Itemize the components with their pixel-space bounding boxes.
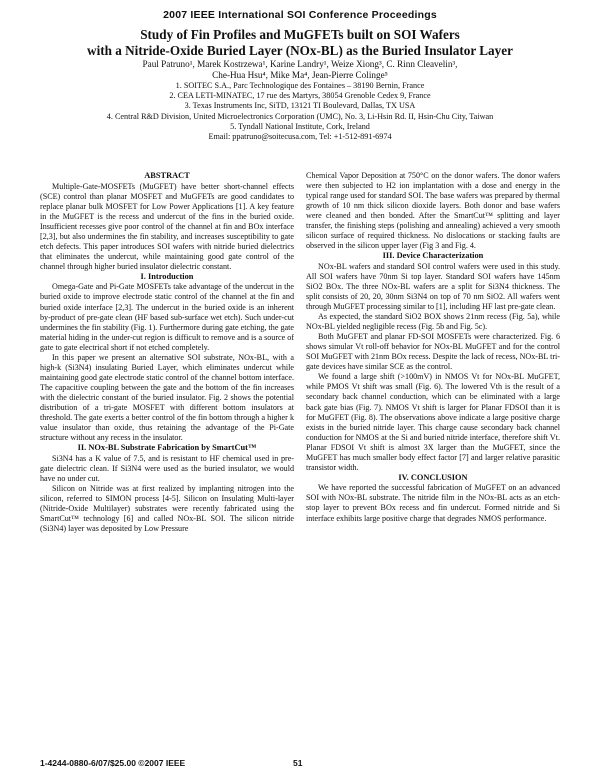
affiliation-1: 1. SOITEC S.A., Parc Technologique des Fontaines – 38190 Bernin, France [175,81,425,90]
affiliation-2: 2. CEA LETI-MINATEC, 17 rue des Martyrs, 38054 Grenoble Cedex 9, France [169,91,431,101]
section-2-heading: II. NOx-BL Substrate Fabrication by SmartCut™ [77,443,257,453]
conclusion-paragraph: We have reported the successful fabrication of MuGFET on an advanced SOI with NOx-BL substrate. The nitride film in the NOx-BL acts as an etch-stop layer to prevent BOx recess and fin undercut. Formed nitride and Si interface exhibits large positive charge that degrades NMOS performance. [306,483,560,523]
paper-title [40,27,560,58]
conclusion-heading: IV. CONCLUSION [398,472,468,482]
contact-email: Email: ppatruno@soitecusa.com, Tel: +1-512-891-6974 [208,132,392,142]
affiliation-4: 4. Central R&D Division, United Microelectronics Corporation (UMC), No. 3, Li-Hsin Rd. II, Hsin-Chu City, Taiwan [106,111,494,121]
section-3-heading: III. Device Characterization [382,251,484,261]
title-line-2: with a Nitride-Oxide Buried Layer (NOx-BL) as the Buried Insulator Layer [87,42,513,58]
section-3-paragraph-1: NOx-BL wafers and standard SOI control wafers were used in this study. All SOI wafers have 70nm Si top layer. Standard SOI wafers have 145nm SiO2 BOx. The three NOx-BL wafers are a split for Si3N4 thickness. The split consists of 20, 20, 30nm Si3N4 on top of 70 nm SiO2. All wafers went through MuGFET processing similar to [1], including HF last pre-gate clean. [306,261,560,312]
conference-header: 2007 IEEE International SOI Conference Proceedings [163,9,437,21]
intro-paragraph-1: Omega-Gate and Pi-Gate MOSFETs take advantage of the undercut in the buried oxide to improve electrode static control of the channel at the fin and buried oxide interface [2,3]. The undercut in the buried oxide is an inherent by-product of pre-gate clean (HF based sub-surface wet etch). Such under-cut undermines the fin stability (Fig. 1). Furthermore during gate etching, the gate material hiding in the under-cut region is difficult to remove and is a source of gate to gate electrical short if not etched completely. [40,282,294,352]
affiliations [40,81,560,142]
left-column [40,171,294,534]
affiliation-3: 3. Texas Instruments Inc, SiTD, 13121 TI Boulevard, Dallas, TX USA [184,101,416,111]
abstract-heading: ABSTRACT [144,171,190,180]
section-2-continued: Chemical Vapor Deposition at 750°C on the donor wafers. The donor wafers were then subjected to H2 ion implantation with a dose and energy in the typical range used for standard SOI. The base wafers was prepared by thermal growth of 10 nm thick silicon dioxide layers. Both donor and base wafers were cleaned and then bonded. After the SmartCut™ splitting and layer transfer, the finishing steps (polishing and annealing) achieved a very smooth silicon surface of required thickness. No dislocations or stacking faults are observed in the silicon upper layer (Fig 3 and Fig. 4. [306,171,560,251]
intro-paragraph-2: In this paper we present an alternative SOI substrate, NOx-BL, with a high-k (Si3N4) insulating Buried Layer, which eliminates undercut while maintaining good gate electrode static control of the channel bottom interface. The capacitive coupling between the gate and the bottom of the fin increases with the dielectric constant of the buried insulator. Fig. 2 shows the potential distribution of a tri-gate MOSFET with different bottom insulators at threshold. The gate exerts a better control of the fin bottom through a higher k value insulator than oxide, thus retaining the advantage of the Pi-Gate structure without any recess in the insulator. [40,352,294,443]
title-line-1: Study of Fin Profiles and MuGFETs built on SOI Wafers [140,27,460,42]
section-2-paragraph-1: Si3N4 has a K value of 7.5, and is resistant to HF chemical used in pre-gate dielectric clean. If Si3N4 were used as the buried insulator, we would have no under cut. [40,453,294,483]
authors-line-2: Che-Hua Hsu⁴, Mike Ma⁴, Jean-Pierre Colinge⁵ [212,70,388,80]
right-column [306,171,560,524]
authors-line-1: Paul Patruno¹, Marek Kostrzewa¹, Karine Landry¹, Weize Xiong³, C. Rinn Cleavelin³, [142,59,458,69]
page-number: 51 [293,758,303,768]
section-2-paragraph-2: Silicon on Nitride was at first realized by implanting nitrogen into the silicon, referred to SIMON process [4-5]. Silicon on Insulating Multi-layer (Nitride-Oxide Multilayer) substrates were recently fabricated using the SmartCut™ technology [6] and called NOx-BL SOI. The silicon nitride (Si3N4) layer was deposited by Low Pressure [40,483,294,533]
intro-heading: I. Introduction [140,271,194,281]
section-3-paragraph-3: Both MuGFET and planar FD-SOI MOSFETs were characterized. Fig. 6 shows simular Vt roll-off behavior for NOx-BL MuGFET and for the control SOI MuGFET with 21nm BOx recess. Despite the lack of recess, NOx-BL tri-gate devices have similar SCE as the control. [306,332,560,372]
author-list [50,59,550,81]
affiliation-5: 5. Tyndall National Institute, Cork, Ireland [230,121,370,131]
footer-isbn: 1-4244-0880-6/07/$25.00 ©2007 IEEE [40,758,186,768]
section-3-paragraph-2: As expected, the standard SiO2 BOX shows 21nm recess (Fig. 5a), while NOx-BL yielded negligible recess (Fig. 5b and Fig. 5c). [306,312,560,332]
abstract-text: Multiple-Gate-MOSFETs (MuGFET) have better short-channel effects (SCE) control than planar MOSFET and MuGFETs are good candidates to replace planar bulk MOSFET for Low Power Applications [1]. A key feature in the MuGFET is the recess and undercut of the fins in the buried oxide. Insufficient recesses give poor control of the channel at fin and BOx interface [2,3], but also undermines the fin stability, and increases susceptibility to gate etch defects. This paper introduces SOI wafers with nitride buried dielectrics that eliminates the undercut, while maintaining good gate control of the channel through higher buried insulator dielectric constant. [40,181,294,271]
section-3-paragraph-4: We found a large shift (>100mV) in NMOS Vt for NOx-BL MuGFET, while PMOS Vt shift was small (Fig. 6). The lowered Vth is the result of a secondary back channel conduction, which can be eliminated with a large back gate bias (Fig. 7). NMOS Vt shift is larger for Planar FDSOI than it is for MuGFET (Fig. 8). The observations above indicate a large positive charge exists in the buried nitride layer. This charge cause secondary back channel conduction for NMOS at the Si and buried nitride interface, therefore shift Vt. Planar FDSOI Vt shift is almost 3X larger than the MuGFET, since the MuGFET has much smaller body effect factor [7] and larger relative parasitic transistor width. [306,372,560,472]
